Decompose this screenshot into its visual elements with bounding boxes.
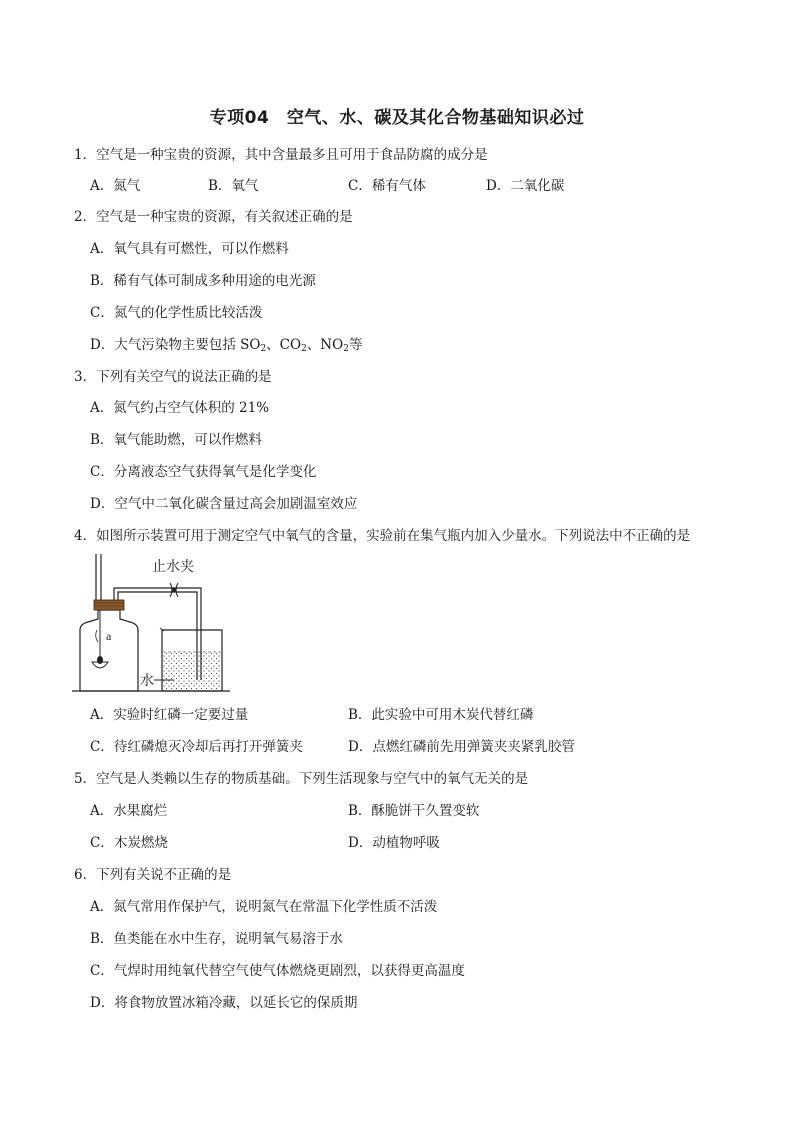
question-5-option-c: C．木炭燃烧 bbox=[90, 835, 168, 851]
subscript: 2 bbox=[260, 344, 267, 354]
question-5-option-d: D．动植物呼吸 bbox=[348, 835, 440, 851]
question-2-option-b: B．稀有气体可制成多种用途的电光源 bbox=[90, 273, 316, 289]
apparatus-figure bbox=[70, 552, 240, 697]
question-6-stem: 6．下列有关说不正确的是 bbox=[74, 867, 232, 883]
question-5-option-a: A．水果腐烂 bbox=[90, 803, 168, 819]
option-d-text: 、CO bbox=[266, 337, 302, 353]
option-d-text: 、NO bbox=[306, 337, 344, 353]
question-6-option-c: C．气焊时用纯氧代替空气使气体燃烧更剧烈，以获得更高温度 bbox=[90, 963, 465, 979]
question-1-stem: 1．空气是一种宝贵的资源，其中含量最多且可用于食品防腐的成分是 bbox=[74, 147, 488, 163]
question-6-option-d: D．将食物放置冰箱冷藏，以延长它的保质期 bbox=[90, 995, 358, 1011]
label-a: a bbox=[106, 629, 112, 643]
label-clamp: 止水夹 bbox=[152, 559, 194, 575]
option-d-text: 等 bbox=[348, 337, 363, 353]
question-6-option-a: A．氮气常用作保护气，说明氮气在常温下化学性质不活泼 bbox=[90, 899, 438, 915]
question-3-option-a: A．氮气约占空气体积的 21% bbox=[90, 400, 270, 416]
question-4-option-c: C．待红磷熄灭冷却后再打开弹簧夹 bbox=[90, 739, 303, 755]
subscript: 2 bbox=[343, 344, 349, 354]
question-2-stem: 2．空气是一种宝贵的资源，有关叙述正确的是 bbox=[74, 209, 353, 225]
option-d-text: D．大气污染物主要包括 SO bbox=[90, 337, 261, 353]
label-water: 水 bbox=[140, 673, 154, 689]
question-4-option-b: B．此实验中可用木炭代替红磷 bbox=[348, 707, 534, 723]
question-3-option-b: B．氧气能助燃，可以作燃料 bbox=[90, 432, 262, 448]
question-3-stem: 3．下列有关空气的说法正确的是 bbox=[74, 369, 272, 385]
question-2-option-a: A．氧气具有可燃性，可以作燃料 bbox=[90, 241, 289, 257]
question-1-option-c: C．稀有气体 bbox=[348, 178, 426, 194]
question-3-option-d: D．空气中二氧化碳含量过高会加剧温室效应 bbox=[90, 496, 358, 512]
question-6-option-b: B．鱼类能在水中生存，说明氧气易溶于水 bbox=[90, 931, 343, 947]
question-1-option-b: B．氧气 bbox=[208, 178, 259, 194]
subscript: 2 bbox=[301, 344, 307, 354]
page-title: 专项04 空气、水、碳及其化合物基础知识必过 bbox=[209, 108, 585, 128]
question-5-stem: 5．空气是人类赖以生存的物质基础。下列生活现象与空气中的氧气无关的是 bbox=[74, 771, 529, 787]
question-2-option-c: C．氮气的化学性质比较活泼 bbox=[90, 305, 263, 321]
question-3-option-c: C．分离液态空气获得氧气是化学变化 bbox=[90, 464, 317, 480]
question-2-option-d bbox=[90, 335, 362, 355]
question-4-option-a: A．实验时红磷一定要过量 bbox=[90, 707, 249, 723]
question-4-option-d: D．点燃红磷前先用弹簧夹夹紧乳胶管 bbox=[348, 739, 575, 755]
question-4-stem: 4．如图所示装置可用于测定空气中氧气的含量，实验前在集气瓶内加入少量水。下列说法中不正确的是 bbox=[74, 528, 691, 544]
question-5-option-b: B．酥脆饼干久置变软 bbox=[348, 803, 480, 819]
question-1-option-a: A．氮气 bbox=[90, 178, 141, 194]
question-1-option-d: D．二氧化碳 bbox=[486, 178, 565, 194]
apparatus-diagram bbox=[70, 552, 240, 697]
